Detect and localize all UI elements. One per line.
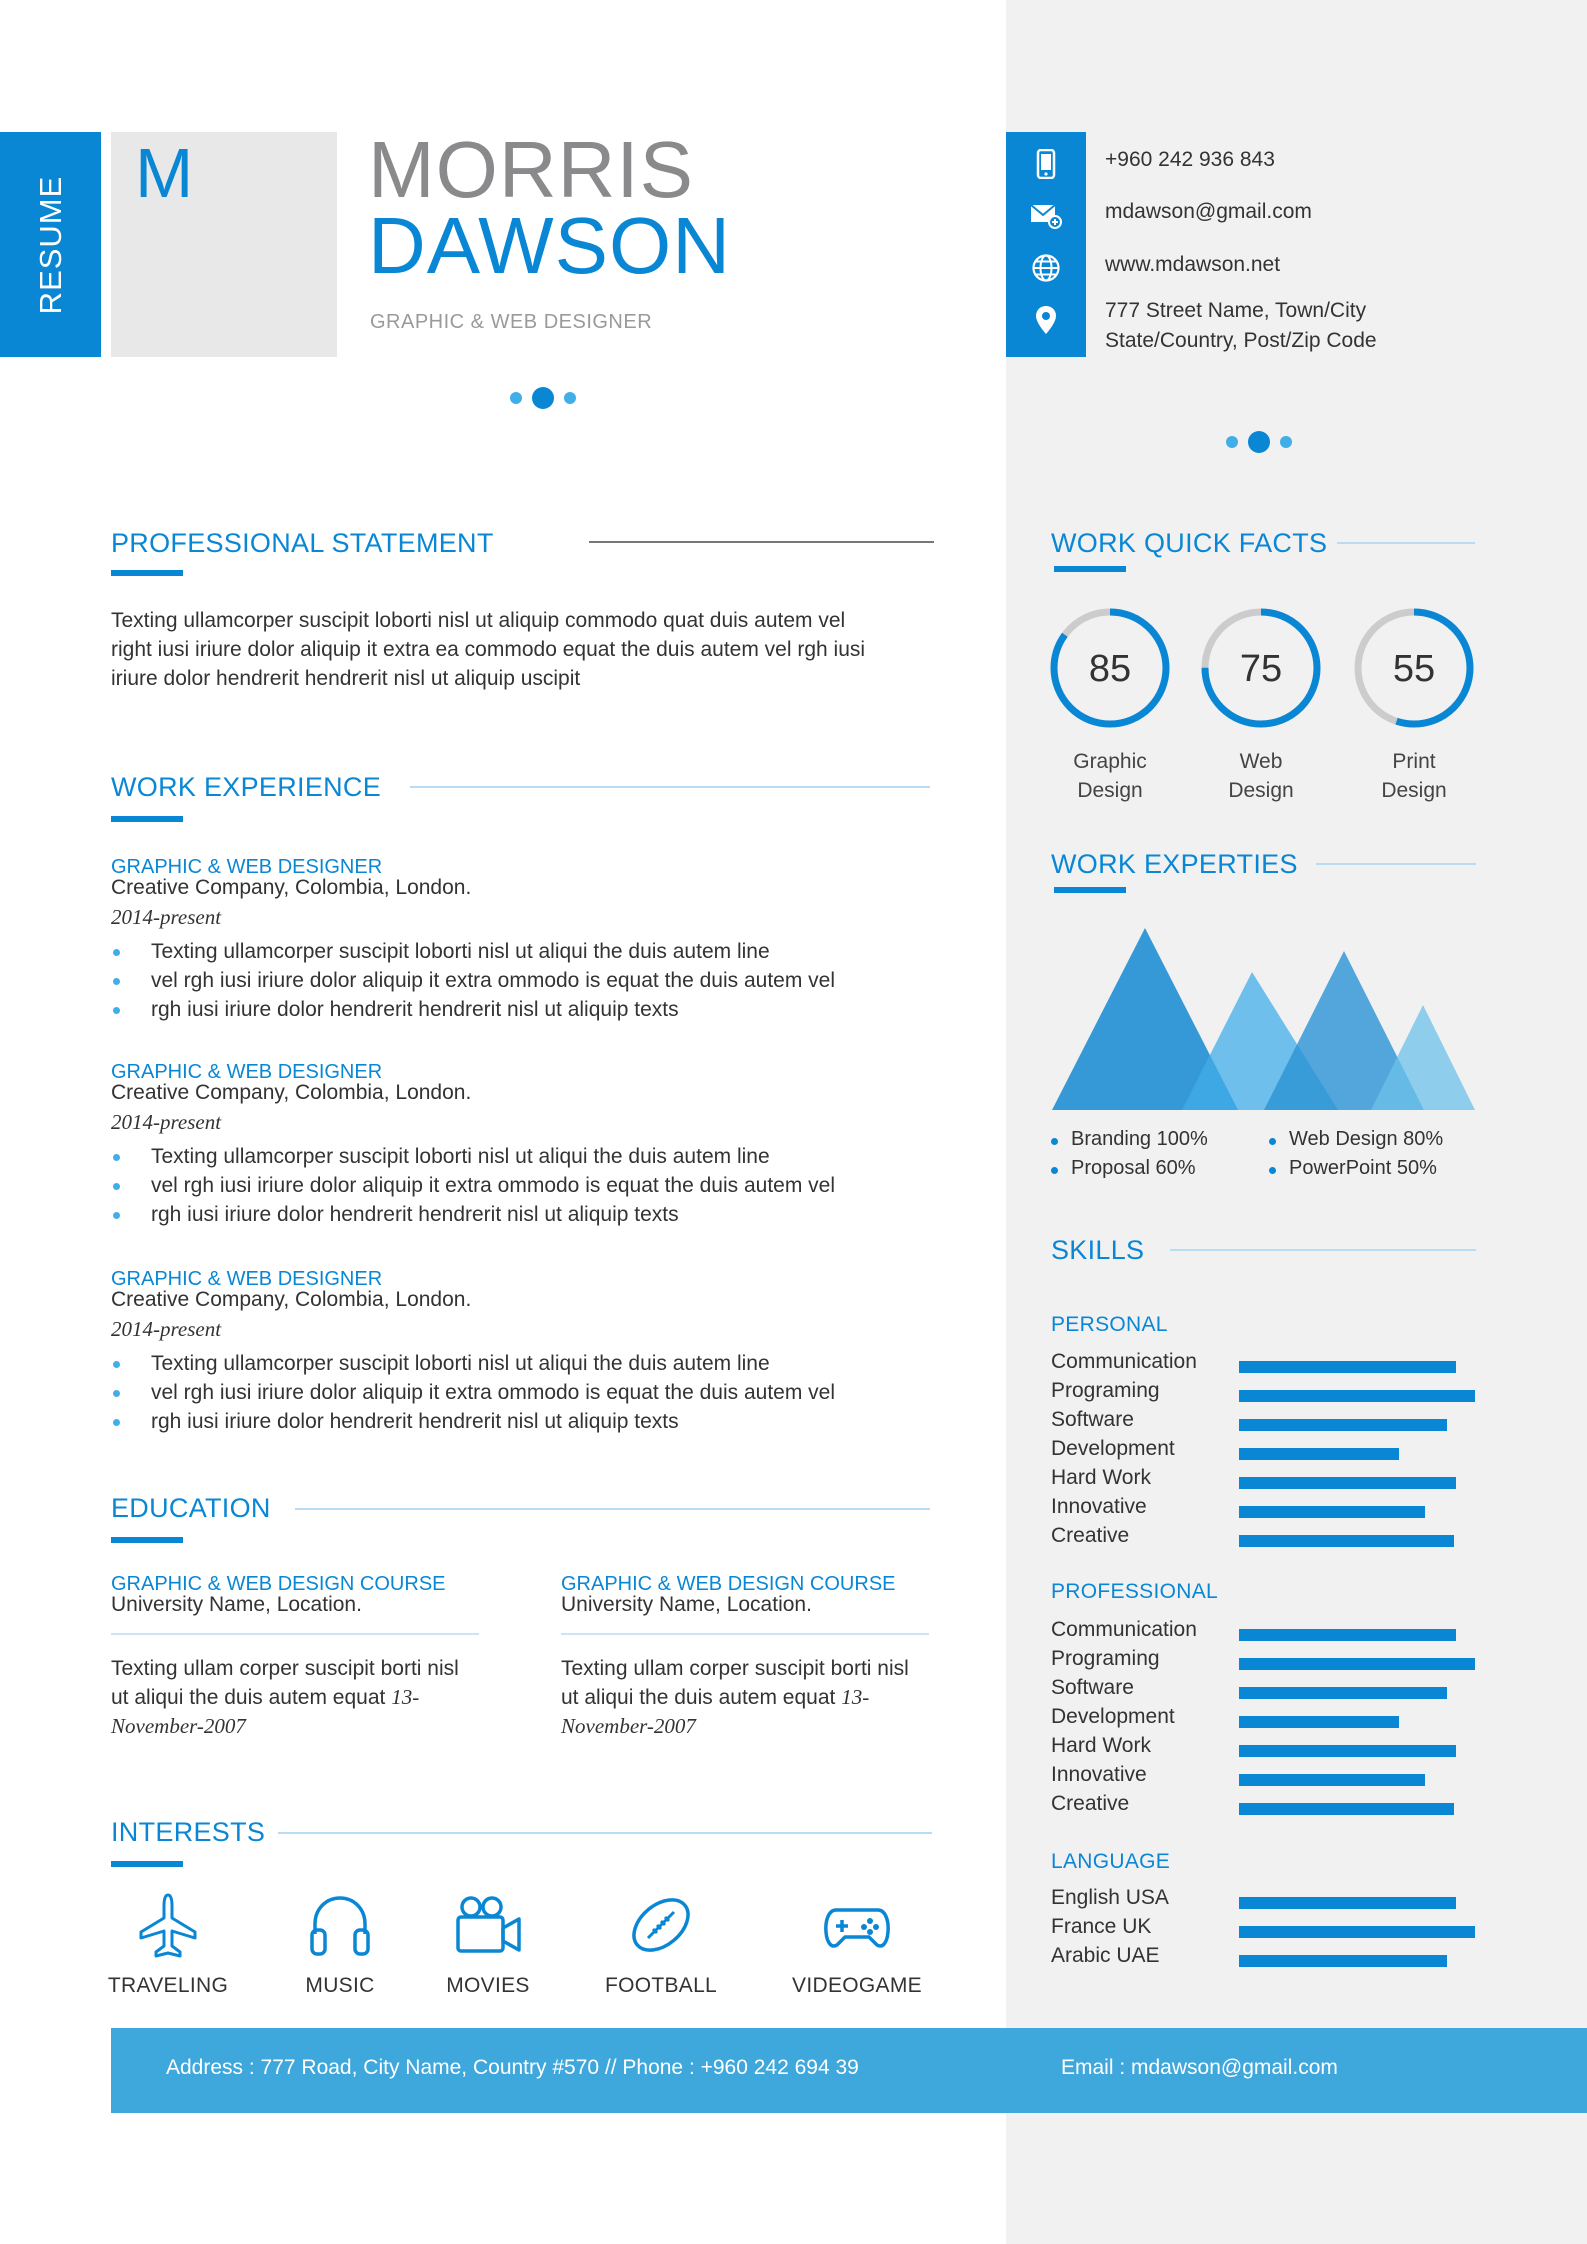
- skill-bar: [1239, 1745, 1456, 1757]
- ring-value: 55: [1392, 648, 1436, 690]
- education-description: [111, 1654, 491, 1741]
- job-entry-date: 2014-present: [111, 1110, 222, 1134]
- progress-ring: [1048, 606, 1172, 730]
- skill-row: [1051, 1437, 1481, 1466]
- quick-fact: [1048, 606, 1172, 805]
- skill-label: Creative: [1051, 1524, 1130, 1547]
- skill-bar: [1239, 1955, 1447, 1967]
- job-bullet: Texting ullamcorper suscipit loborti nisl ut aliqui the duis autem line: [111, 1349, 835, 1378]
- skill-bar: [1239, 1774, 1425, 1786]
- skills-group-personal: PERSONAL: [1051, 1313, 1168, 1336]
- job-bullet: vel rgh iusi iriure dolor aliquip it extra ommodo is equat the duis autem vel: [111, 966, 835, 995]
- job-title: GRAPHIC & WEB DESIGNER: [370, 311, 653, 333]
- location-pin-icon: [1006, 300, 1086, 340]
- education-date: November-2007: [561, 1714, 696, 1738]
- skill-row: [1051, 1618, 1481, 1647]
- skill-label: Programing: [1051, 1379, 1160, 1402]
- resume-tab: [0, 132, 101, 357]
- skill-bar: [1239, 1629, 1456, 1641]
- job-bullet: rgh iusi iriure dolor hendrerit hendrerit nisl ut aliquip texts: [111, 995, 835, 1024]
- section-underline: [1054, 566, 1126, 572]
- section-rule: [1337, 542, 1475, 544]
- education-course: GRAPHIC & WEB DESIGN COURSE: [561, 1573, 896, 1595]
- skill-label: Development: [1051, 1437, 1175, 1460]
- skill-row: [1051, 1886, 1481, 1915]
- interest-label: FOOTBALL: [604, 1974, 718, 1997]
- job-entry-company: Creative Company, Colombia, London.: [111, 1288, 472, 1311]
- quick-fact-label-line: Print: [1392, 750, 1436, 773]
- contact-phone: +960 242 936 843: [1105, 148, 1275, 171]
- interest-movies: [413, 1890, 563, 1998]
- football-icon: [626, 1890, 696, 1960]
- skill-bar: [1239, 1361, 1456, 1373]
- contact-address-line1: 777 Street Name, Town/City: [1105, 299, 1367, 322]
- job-entry: [111, 1268, 835, 1436]
- skill-label: Creative: [1051, 1792, 1130, 1815]
- section-underline: [1054, 887, 1126, 893]
- education-desc-line: Texting ullam corper suscipit borti nisl: [111, 1657, 459, 1680]
- skill-row: [1051, 1705, 1481, 1734]
- section-title-interests: INTERESTS: [111, 1817, 266, 1847]
- quick-fact-label-line: Design: [1077, 779, 1143, 802]
- footer-email[interactable]: Email : mdawson@gmail.com: [1061, 2056, 1338, 2079]
- section-rule: [589, 541, 934, 543]
- statement-line: Texting ullamcorper suscipit loborti nisl ut aliquip commodo quat duis autem vel: [111, 609, 846, 632]
- skill-row: [1051, 1350, 1481, 1379]
- dot: [564, 392, 576, 404]
- skill-bar: [1239, 1658, 1475, 1670]
- education-date: November-2007: [111, 1714, 246, 1738]
- footer-bar: [111, 2028, 1587, 2113]
- ring-value: 85: [1088, 648, 1132, 690]
- monogram-box: [111, 132, 337, 357]
- skill-label: Innovative: [1051, 1763, 1147, 1786]
- skill-row: [1051, 1495, 1481, 1524]
- skills-group-professional: PROFESSIONAL: [1051, 1580, 1218, 1603]
- job-bullet: Texting ullamcorper suscipit loborti nisl ut aliqui the duis autem line: [111, 937, 835, 966]
- interest-label: TRAVELING: [107, 1974, 229, 1997]
- section-title-skills: SKILLS: [1051, 1235, 1145, 1265]
- interest-football: [586, 1890, 736, 1998]
- skill-bar: [1239, 1716, 1399, 1728]
- quick-fact-label-line: Design: [1381, 779, 1447, 802]
- education-desc-line: ut aliqui the duis autem equat: [561, 1686, 842, 1709]
- monogram-letter: M: [135, 134, 194, 212]
- skill-row: [1051, 1915, 1481, 1944]
- education-date: 13-: [841, 1685, 870, 1709]
- skill-bar: [1239, 1448, 1399, 1460]
- skill-bar: [1239, 1926, 1475, 1938]
- skill-row: [1051, 1524, 1481, 1553]
- section-title-professional-statement: PROFESSIONAL STATEMENT: [111, 528, 494, 558]
- skill-label: France UK: [1051, 1915, 1152, 1938]
- skill-row: [1051, 1466, 1481, 1495]
- skill-label: Communication: [1051, 1350, 1197, 1373]
- quick-fact-label-line: Design: [1228, 779, 1294, 802]
- job-bullet: vel rgh iusi iriure dolor aliquip it extra ommodo is equat the duis autem vel: [111, 1171, 835, 1200]
- contact-address-line2: State/Country, Post/Zip Code: [1105, 329, 1377, 352]
- job-entry-title: GRAPHIC & WEB DESIGNER: [111, 856, 383, 878]
- skill-label: Development: [1051, 1705, 1175, 1728]
- skill-label: Programing: [1051, 1647, 1160, 1670]
- progress-ring: [1352, 606, 1476, 730]
- job-entry-bullets: [111, 1349, 835, 1436]
- education-rule: [561, 1633, 929, 1635]
- section-underline: [111, 816, 183, 822]
- skill-label: Hard Work: [1051, 1734, 1151, 1757]
- video-camera-icon: [453, 1890, 523, 1960]
- statement-line: iriure dolor hendrerit hendrerit nisl ut aliquip uscipit: [111, 667, 581, 690]
- section-rule: [1316, 863, 1476, 865]
- job-entry-bullets: [111, 937, 835, 1024]
- education-school: University Name, Location.: [111, 1593, 362, 1616]
- expertise-legend-item: Proposal 60%: [1049, 1157, 1196, 1180]
- quick-fact-label: [1352, 747, 1476, 805]
- job-entry-bullets: [111, 1142, 835, 1229]
- skill-bar: [1239, 1803, 1454, 1815]
- interest-label: MUSIC: [305, 1974, 375, 1997]
- skill-bar: [1239, 1687, 1447, 1699]
- section-underline: [111, 570, 183, 576]
- phone-icon: [1006, 144, 1086, 184]
- skill-label: Software: [1051, 1408, 1134, 1431]
- contact-email[interactable]: mdawson@gmail.com: [1105, 200, 1312, 223]
- header-dots-left: [510, 387, 576, 409]
- section-title-work-experience: WORK EXPERIENCE: [111, 772, 382, 802]
- statement-line: right iusi iriure dolor aliquip it extra ea commodo equat the duis autem vel rgh iusi: [111, 638, 866, 661]
- dot-active: [532, 387, 554, 409]
- interest-videogame: [782, 1890, 932, 1998]
- quick-fact-label: [1199, 747, 1323, 805]
- skill-label: Arabic UAE: [1051, 1944, 1160, 1967]
- first-name: MORRIS: [368, 125, 694, 214]
- skill-bar: [1239, 1390, 1475, 1402]
- interest-label: MOVIES: [446, 1974, 530, 1997]
- education-desc-line: ut aliqui the duis autem equat: [111, 1686, 392, 1709]
- quick-fact: [1352, 606, 1476, 805]
- dot: [1280, 436, 1292, 448]
- last-name: DAWSON: [368, 201, 732, 290]
- education-desc-line: Texting ullam corper suscipit borti nisl: [561, 1657, 909, 1680]
- dot: [1226, 436, 1238, 448]
- job-entry-title: GRAPHIC & WEB DESIGNER: [111, 1061, 383, 1083]
- job-entry-date: 2014-present: [111, 1317, 222, 1341]
- expertise-legend-item: Branding 100%: [1049, 1128, 1208, 1151]
- ring-value: 75: [1239, 648, 1283, 690]
- mail-icon: [1006, 196, 1086, 236]
- airplane-icon: [133, 1890, 203, 1960]
- contact-icon-bar: [1006, 132, 1086, 357]
- job-entry-title: GRAPHIC & WEB DESIGNER: [111, 1268, 383, 1290]
- professional-statement-text: [111, 606, 941, 693]
- section-underline: [111, 1861, 183, 1867]
- skill-row: [1051, 1792, 1481, 1821]
- skill-row: [1051, 1763, 1481, 1792]
- skill-bar: [1239, 1897, 1456, 1909]
- expertise-triangle-chart: [1052, 925, 1476, 1111]
- section-title-work-experties: WORK EXPERTIES: [1051, 849, 1298, 879]
- job-entry: [111, 856, 835, 1024]
- section-rule: [295, 1508, 930, 1510]
- footer-address: Address : 777 Road, City Name, Country #570 // Phone : +960 242 694 39: [166, 2056, 859, 2079]
- interest-music: [265, 1890, 415, 1998]
- education-school: University Name, Location.: [561, 1593, 812, 1616]
- skill-label: Software: [1051, 1676, 1134, 1699]
- section-title-work-quick-facts: WORK QUICK FACTS: [1051, 528, 1328, 558]
- quick-fact-label-line: Web: [1239, 750, 1283, 773]
- contact-website[interactable]: www.mdawson.net: [1105, 253, 1281, 276]
- header-dots-right: [1226, 431, 1292, 453]
- job-bullet: rgh iusi iriure dolor hendrerit hendrerit nisl ut aliquip texts: [111, 1407, 835, 1436]
- globe-icon: [1006, 248, 1086, 288]
- job-bullet: vel rgh iusi iriure dolor aliquip it extra ommodo is equat the duis autem vel: [111, 1378, 835, 1407]
- section-underline: [111, 1537, 183, 1543]
- education-item: [111, 1573, 491, 1741]
- section-rule: [278, 1832, 932, 1834]
- interest-label: VIDEOGAME: [792, 1974, 922, 1997]
- skill-bar: [1239, 1419, 1447, 1431]
- skill-row: [1051, 1408, 1481, 1437]
- skill-bar: [1239, 1477, 1456, 1489]
- quick-fact-label: [1048, 747, 1172, 805]
- headphones-icon: [305, 1890, 375, 1960]
- dot: [510, 392, 522, 404]
- progress-ring: [1199, 606, 1323, 730]
- section-title-education: EDUCATION: [111, 1493, 271, 1523]
- expertise-legend-item: Web Design 80%: [1267, 1128, 1443, 1151]
- skill-row: [1051, 1676, 1481, 1705]
- skills-group-language: LANGUAGE: [1051, 1850, 1171, 1873]
- skill-label: Innovative: [1051, 1495, 1147, 1518]
- section-rule: [410, 786, 930, 788]
- education-rule: [111, 1633, 479, 1635]
- resume-tab-label: RESUME: [32, 175, 68, 314]
- job-entry: [111, 1061, 835, 1229]
- skill-row: [1051, 1944, 1481, 1973]
- quick-fact-label-line: Graphic: [1073, 750, 1147, 773]
- gamepad-icon: [822, 1890, 892, 1960]
- skill-bar: [1239, 1506, 1425, 1518]
- skill-row: [1051, 1379, 1481, 1408]
- interest-traveling: [93, 1890, 243, 1998]
- expertise-legend-item: PowerPoint 50%: [1267, 1157, 1437, 1180]
- skill-row: [1051, 1647, 1481, 1676]
- job-entry-company: Creative Company, Colombia, London.: [111, 876, 472, 899]
- section-rule: [1170, 1249, 1476, 1251]
- job-entry-company: Creative Company, Colombia, London.: [111, 1081, 472, 1104]
- dot-active: [1248, 431, 1270, 453]
- skill-bar: [1239, 1535, 1454, 1547]
- skill-row: [1051, 1734, 1481, 1763]
- education-course: GRAPHIC & WEB DESIGN COURSE: [111, 1573, 446, 1595]
- skill-label: Communication: [1051, 1618, 1197, 1641]
- job-entry-date: 2014-present: [111, 905, 222, 929]
- education-date: 13-: [391, 1685, 420, 1709]
- skill-label: English USA: [1051, 1886, 1169, 1909]
- skill-label: Hard Work: [1051, 1466, 1151, 1489]
- quick-fact: [1199, 606, 1323, 805]
- job-bullet: Texting ullamcorper suscipit loborti nisl ut aliqui the duis autem line: [111, 1142, 835, 1171]
- education-description: [561, 1654, 941, 1741]
- job-bullet: rgh iusi iriure dolor hendrerit hendrerit nisl ut aliquip texts: [111, 1200, 835, 1229]
- education-item: [561, 1573, 941, 1741]
